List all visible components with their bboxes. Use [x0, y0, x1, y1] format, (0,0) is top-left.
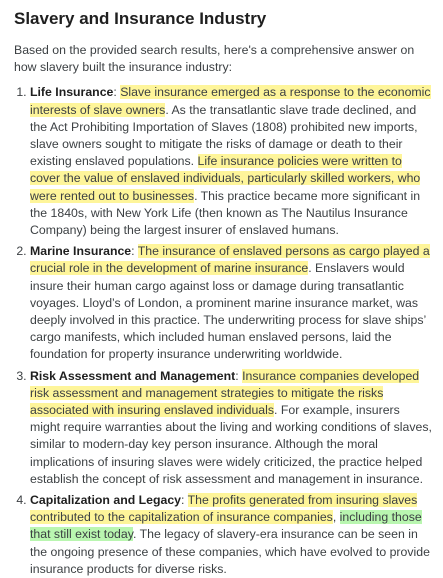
item-separator: :	[131, 244, 138, 259]
item-text: . For example, insurers might require warranties about the living and working conditions of slaves, similar to modern-day key person insurance. Although the moral implications of insuring slaves were widely criticized, the practice helped establish the concept of risk assessment and management in insurance.	[30, 403, 432, 486]
list-item-capitalization	[30, 492, 433, 578]
highlight-text: Life insurance policies were written to cover the value of enslaved individuals, particularly skilled workers, who were rented out to businesses	[30, 154, 421, 203]
intro-text: Based on the provided search results, here's a comprehensive answer on how slavery built the insurance industry:	[14, 43, 415, 75]
highlight-text-green: including those that still exist today	[30, 510, 422, 542]
item-term: Capitalization and Legacy	[30, 493, 182, 508]
item-term: Life Insurance	[30, 85, 114, 100]
item-separator: :	[181, 493, 188, 508]
highlight-text: The profits generated from insuring slaves contributed to the capitalization of insurance companies	[30, 493, 418, 525]
page-title: Slavery and Insurance Industry	[14, 9, 267, 28]
answer-list	[14, 84, 433, 578]
list-item-marine-insurance	[30, 243, 433, 363]
item-term: Risk Assessment and Management	[30, 368, 236, 383]
item-text: . This practice became more significant in the 1840s, with New York Life (then known as The Nautilus Insurance Company) being the largest insurer of enslaved humans.	[30, 188, 421, 238]
item-text: ,	[332, 510, 340, 525]
list-item-life-insurance	[30, 84, 433, 239]
item-text: . The legacy of slavery-era insurance can be seen in the ongoing presence of these companies, which have evolved to provide insurance products for diverse risks.	[30, 527, 430, 576]
highlight-text: The insurance of enslaved persons as cargo played a crucial role in the development of marine insurance	[30, 244, 430, 276]
item-separator: :	[235, 368, 243, 383]
highlight-text: Slave insurance emerged as a response to the economic interests of slave owners	[30, 85, 431, 117]
highlight-text: Insurance companies developed risk assessment and management strategies to mitigate the risks associated with insuring enslaved individuals	[30, 368, 420, 418]
item-text: . Enslavers would insure their human cargo against loss or damage during transatlantic voyages. Lloyd’s of London, a prominent marine insurance market, was deeply involved in this practice. The underwriting process for slave ships’ cargo manifests, which included human enslaved persons, laid the foundation for property insurance underwriting worldwide.	[30, 261, 426, 362]
item-text: . As the transatlantic slave trade declined, and the Act Prohibiting Importation of Slaves (1808) prohibited new imports, slave owners sought to mitigate the risks of damage or death to their existing enslaved populations.	[30, 102, 418, 169]
item-separator: :	[113, 85, 121, 100]
item-term: Marine Insurance	[30, 244, 132, 259]
list-item-risk-assessment	[30, 368, 433, 488]
